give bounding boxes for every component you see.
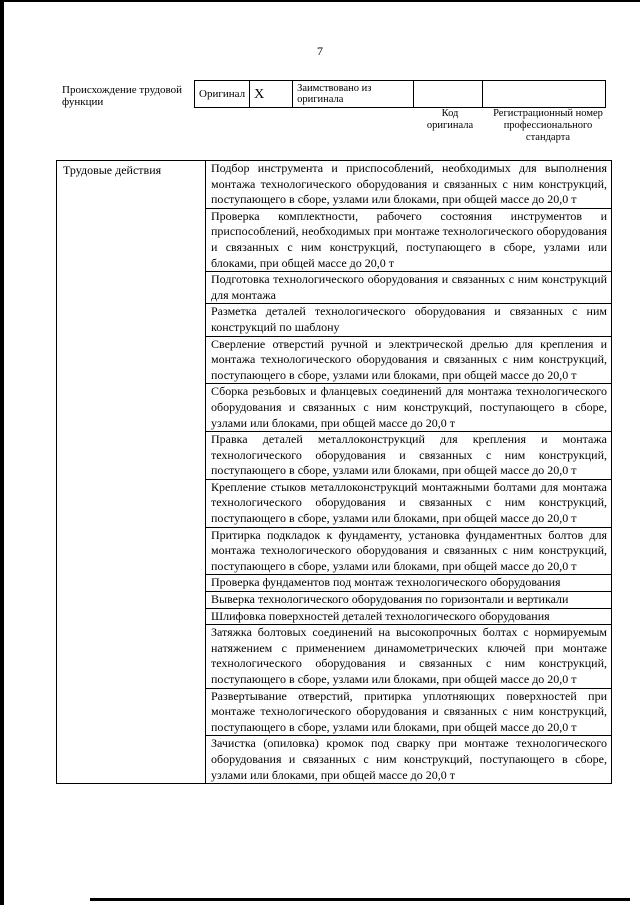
action-item: Шлифовка поверхностей деталей технологического оборудования — [206, 608, 612, 625]
action-item: Притирка подкладок к фундаменту, установка фундаментных болтов для монтажа технологического оборудования и связанных с ним конструкций, поступающего в сборе, узлами или блоками, при общей массе до 20,0 т — [206, 527, 612, 575]
origin-label: Происхождение трудовой функции — [62, 84, 183, 108]
scan-edge-bottom — [90, 898, 630, 901]
code-caption: Код оригинала — [426, 108, 474, 131]
action-item: Правка деталей металлоконструкций для крепления и монтажа технологического оборудования и связанных с ним конструкций, поступающего в сборе, узлами или блоками, при общей массе до 20,0 т — [206, 432, 612, 480]
action-item: Зачистка (опиловка) кромок под сварку при монтаже технологического оборудования и связанных с ним конструкций, поступающего в сборе, узлами или блоками, при общей массе до 20,0 т — [206, 736, 612, 784]
origin-table — [194, 80, 606, 108]
action-item: Крепление стыков металлоконструкций монтажными болтами для монтажа технологического оборудования и связанных с ним конструкций, поступающего в сборе, узлами или блоками, при общей массе до 20,0 т — [206, 479, 612, 527]
action-item: Затяжка болтовых соединений на высокопрочных болтах с нормируемым натяжением с применением динамометрических ключей при монтаже технологического оборудования и связанных с ним конструкций, поступающего в сборе, узлами или блоками, при общей массе до 20,0 т — [206, 625, 612, 688]
scan-edge-top — [0, 0, 640, 2]
action-item: Выверка технологического оборудования по горизонтали и вертикали — [206, 592, 612, 609]
registration-number-cell — [483, 81, 606, 108]
original-code-cell — [414, 81, 483, 108]
scan-edge-left — [0, 0, 4, 905]
labor-actions-table — [56, 160, 612, 784]
action-item: Подготовка технологического оборудования и связанных с ним конструкций для монтажа — [206, 272, 612, 304]
action-item: Развертывание отверстий, притирка уплотняющих поверхностей при монтаже технологического оборудования и связанных с ним конструкций, поступающего в сборе, узлами или блоками, при общей массе до 20,0 т — [206, 688, 612, 736]
page-number: 7 — [317, 44, 323, 58]
original-mark: X — [250, 81, 293, 108]
action-item: Проверка комплектности, рабочего состояния инструментов и приспособлений, необходимых при монтаже технологического оборудования и связанных с ним конструкций, поступающего в сборе, узлами или блоками, при общей массе до 20,0 т — [206, 208, 612, 271]
action-item: Сверление отверстий ручной и электрической дрелью для крепления и монтажа технологического оборудования и связанных с ним конструкций, поступающего в сборе, узлами или блоками, при общей массе до 20,0 т — [206, 336, 612, 384]
action-item: Разметка деталей технологического оборудования и связанных с ним конструкций по шаблону — [206, 304, 612, 336]
action-item: Проверка фундаментов под монтаж технологического оборудования — [206, 575, 612, 592]
action-item: Подбор инструмента и приспособлений, необходимых для выполнения монтажа технологического оборудования и связанных с ним конструкций, поступающего в сборе, узлами или блоками, при общей массе до 20,0 т — [206, 161, 612, 209]
original-label: Оригинал — [195, 81, 250, 108]
labor-actions-label: Трудовые действия — [57, 161, 206, 784]
action-item: Сборка резьбовых и фланцевых соединений для монтажа технологического оборудования и связанных с ним конструкций, поступающего в сборе, узлами или блоками, при общей массе до 20,0 т — [206, 384, 612, 432]
borrowed-label: Заимствовано из оригинала — [293, 81, 414, 108]
registration-caption: Регистрационный номер профессионального стандарта — [493, 108, 603, 143]
